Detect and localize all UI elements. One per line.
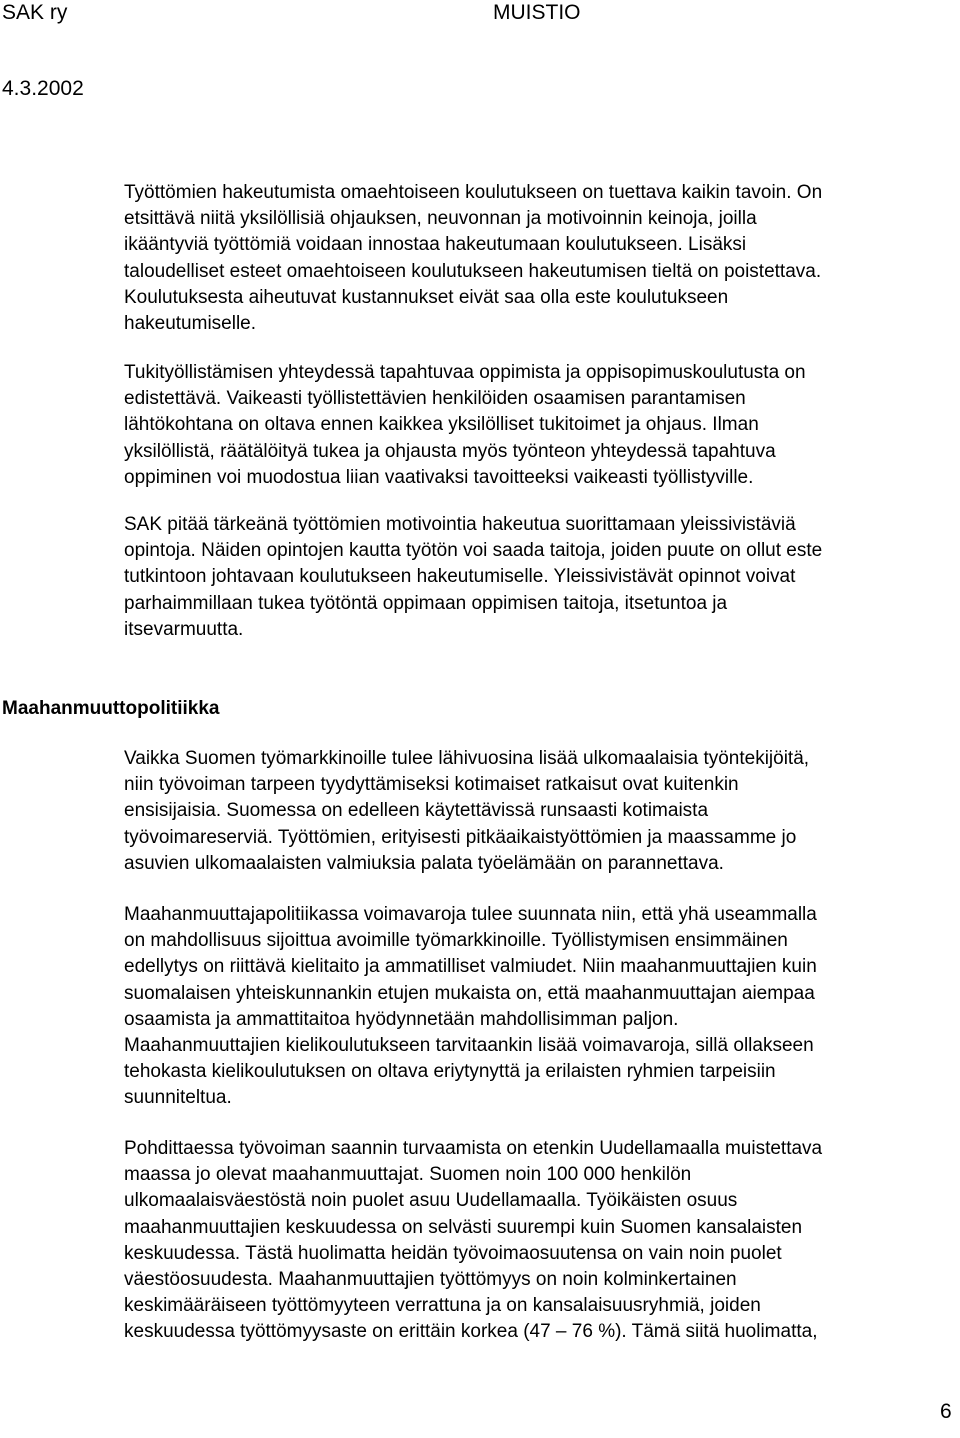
text-line: keskimääräiseen työttömyyteen verrattuna ja on kansalaisuusryhmiä, joiden bbox=[124, 1295, 761, 1317]
paragraph-uusimaa-immigrants bbox=[124, 1136, 954, 1346]
organization-name: SAK ry bbox=[2, 1, 68, 24]
section-heading: Maahanmuuttopolitiikka bbox=[2, 698, 220, 719]
text-line: osaamista ja ammattitaitoa hyödynnetään mahdollisimman paljon. bbox=[124, 1008, 679, 1030]
text-line: tehokasta kielikoulutuksen on oltava eriytynyttä ja erilaisten ryhmien tarpeisiin bbox=[124, 1061, 776, 1083]
text-line: maassa jo olevat maahanmuuttajat. Suomen noin 100 000 henkilön bbox=[124, 1164, 692, 1186]
text-line: Vaikka Suomen työmarkkinoille tulee lähivuosina lisää ulkomaalaisia työntekijöitä, bbox=[124, 748, 810, 769]
text-line: taloudelliset esteet omaehtoiseen koulutukseen hakeutumisen tieltä on poistettava. bbox=[124, 260, 822, 282]
page-number: 6 bbox=[940, 1400, 952, 1423]
text-line: Tukityöllistämisen yhteydessä tapahtuvaa oppimista ja oppisopimuskoulutusta on bbox=[124, 362, 806, 383]
text-line: SAK pitää tärkeänä työttömien motivointia hakeutua suorittamaan yleissivistäviä bbox=[124, 514, 796, 535]
paragraph-immigrant-policy bbox=[124, 902, 954, 1112]
text-line: niin työvoiman tarpeen tyydyttämiseksi kotimaiset ratkaisut ovat kuitenkin bbox=[124, 774, 739, 796]
text-line: Maahanmuuttajien kielikoulutukseen tarvitaankin lisää voimavaroja, sillä ollakseen bbox=[124, 1035, 814, 1057]
text-line: Työttömien hakeutumista omaehtoiseen koulutukseen on tuettava kaikin tavoin. On bbox=[124, 182, 823, 203]
text-line: hakeutumiselle. bbox=[124, 313, 257, 335]
text-line: opintoja. Näiden opintojen kautta työtön voi saada taitoja, joiden puute on ollut este bbox=[124, 540, 823, 562]
text-line: keskuudessa työttömyysaste on erittäin korkea (47 – 76 %). Tämä siitä huolimatta, bbox=[124, 1321, 818, 1343]
text-line: asuvien ulkomaalaisten valmiuksia palata työelämään on parannettava. bbox=[124, 852, 724, 874]
text-line: suomalaisen yhteiskunnankin etujen mukaista on, että maahanmuuttajan aiempaa bbox=[124, 982, 815, 1004]
text-line: ikääntyviä työttömiä voidaan innostaa hakeutumaan koulutukseen. Lisäksi bbox=[124, 234, 747, 256]
paragraph-domestic-labour bbox=[124, 746, 954, 877]
text-line: työvoimareserviä. Työttömien, erityisesti pitkäaikaistyöttömien ja maassamme jo bbox=[124, 826, 797, 848]
text-line: Koulutuksesta aiheutuvat kustannukset eivät saa olla este koulutukseen bbox=[124, 286, 729, 308]
document-date: 4.3.2002 bbox=[2, 77, 84, 100]
text-line: oppiminen voi muodostua liian vaativaksi tavoitteeksi vaikeasti työllistyville. bbox=[124, 466, 754, 488]
text-line: on mahdollisuus sijoittua avoimille työmarkkinoille. Työllistymisen ensimmäinen bbox=[124, 930, 788, 952]
paragraph-general-education bbox=[124, 512, 954, 643]
text-line: tutkintoon johtavaan koulutukseen hakeutumiselle. Yleissivistävät opinnot voivat bbox=[124, 566, 796, 588]
text-line: itsevarmuutta. bbox=[124, 618, 244, 640]
text-line: etsittävä niitä yksilöllisiä ohjauksen, neuvonnan ja motivoinnin keinoja, joilla bbox=[124, 208, 757, 230]
text-line: keskuudessa. Tästä huolimatta heidän työvoimaosuutensa on vain noin puolet bbox=[124, 1242, 782, 1264]
text-line: yksilöllistä, räätälöityä tukea ja ohjausta myös työnteon yhteydessä tapahtuva bbox=[124, 440, 776, 462]
text-line: ulkomaalaisväestöstä noin puolet asuu Uudellamaalla. Työikäisten osuus bbox=[124, 1190, 738, 1212]
text-line: väestöosuudesta. Maahanmuuttajien työttömyys on noin kolminkertainen bbox=[124, 1269, 737, 1291]
paragraph-subsidised-employment bbox=[124, 360, 954, 491]
text-line: parhaimmillaan tukea työtöntä oppimaan oppimisen taitoja, itsetuntoa ja bbox=[124, 592, 728, 614]
text-line: edellytys on riittävä kielitaito ja ammatilliset valmiudet. Niin maahanmuuttajien kuin bbox=[124, 956, 817, 978]
text-line: edistettävä. Vaikeasti työllistettävien henkilöiden osaamisen parantamisen bbox=[124, 388, 746, 410]
document-type: MUISTIO bbox=[493, 1, 581, 24]
paragraph-voluntary-training bbox=[124, 180, 954, 337]
text-line: ensisijaisia. Suomessa on edelleen käytettävissä runsaasti kotimaista bbox=[124, 800, 709, 822]
text-line: suunniteltua. bbox=[124, 1087, 232, 1109]
text-line: maahanmuuttajien keskuudessa on selvästi suurempi kuin Suomen kansalaisten bbox=[124, 1216, 803, 1238]
text-line: lähtökohtana on oltava ennen kaikkea yksilölliset tukitoimet ja ohjaus. Ilman bbox=[124, 414, 759, 436]
text-line: Maahanmuuttajapolitiikassa voimavaroja tulee suunnata niin, että yhä useammalla bbox=[124, 904, 817, 925]
text-line: Pohdittaessa työvoiman saannin turvaamista on etenkin Uudellamaalla muistettava bbox=[124, 1138, 823, 1159]
